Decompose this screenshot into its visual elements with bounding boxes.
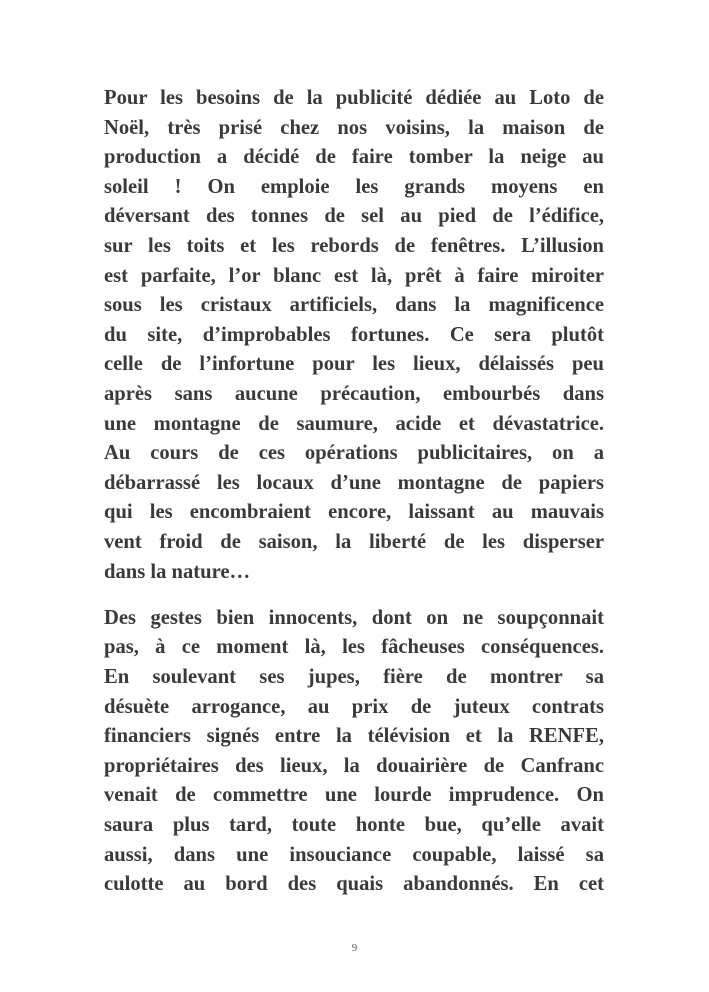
text-line: déversant des tonnes de sel au pied de l’édifice,: [104, 205, 604, 228]
text-line: soleil ! On emploie les grands moyens en: [104, 175, 604, 198]
text-line: culotte au bord des quais abandonnés. En cet: [104, 873, 604, 896]
text-line: propriétaires des lieux, la douairière de Canfranc: [104, 754, 604, 777]
text-line: En soulevant ses jupes, fière de montrer sa: [104, 666, 604, 689]
text-line: est parfaite, l’or blanc est là, prêt à faire miroiter: [104, 264, 604, 287]
text-line: après sans aucune précaution, embourbés dans: [104, 382, 604, 405]
page-number: 9: [351, 942, 358, 954]
text-line: une montagne de saumure, acide et dévastatrice.: [104, 412, 604, 435]
text-line: désuète arrogance, au prix de juteux contrats: [104, 695, 604, 718]
text-line: vent froid de saison, la liberté de les disperser: [104, 530, 604, 553]
paragraph-2: [104, 604, 604, 900]
text-line: du site, d’improbables fortunes. Ce sera plutôt: [104, 323, 604, 346]
text-line: Au cours de ces opérations publicitaires, on a: [104, 442, 604, 465]
text-line: financiers signés entre la télévision et la RENFE,: [104, 725, 604, 748]
text-line: Pour les besoins de la publicité dédiée au Loto de: [104, 87, 604, 109]
paragraph-1: [104, 84, 604, 587]
text-line: dans la nature…: [104, 560, 251, 583]
text-line: sous les cristaux artificiels, dans la magnificence: [104, 294, 604, 317]
text-line: Noël, très prisé chez nos voisins, la maison de: [104, 116, 604, 139]
text-line: sur les toits et les rebords de fenêtres. L’illusion: [104, 234, 604, 257]
text-line: pas, à ce moment là, les fâcheuses conséquences.: [104, 636, 604, 659]
body-text: [104, 84, 604, 900]
text-line: débarrassé les locaux d’une montagne de papiers: [104, 471, 604, 494]
text-line: celle de l’infortune pour les lieux, délaissés peu: [104, 353, 604, 376]
text-line: saura plus tard, toute honte bue, qu’elle avait: [104, 814, 604, 837]
text-line: production a décidé de faire tomber la neige au: [104, 146, 604, 169]
text-line: venait de commettre une lourde imprudence. On: [104, 784, 604, 807]
paragraph-spacer: [104, 587, 604, 604]
text-line: aussi, dans une insouciance coupable, laissé sa: [104, 843, 604, 866]
text-line: qui les encombraient encore, laissant au mauvais: [104, 501, 604, 524]
text-line: Des gestes bien innocents, dont on ne soupçonnait: [104, 606, 604, 629]
